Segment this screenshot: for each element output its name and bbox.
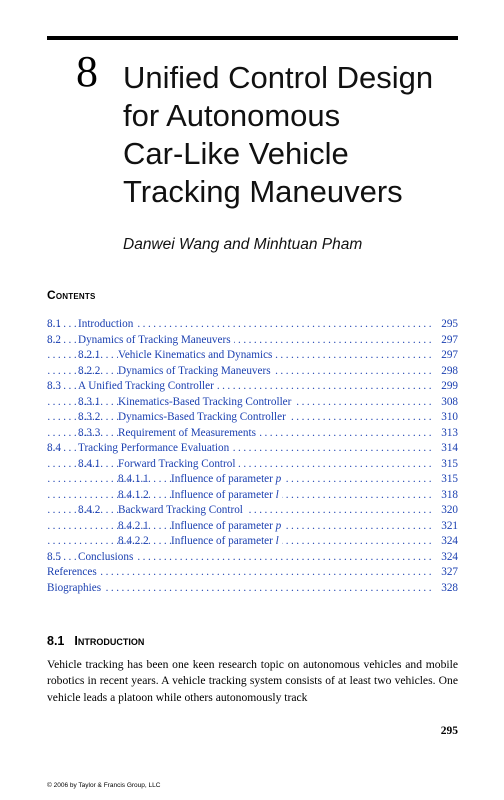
chapter-number: 8 xyxy=(76,47,98,96)
toc-entry-title-text: Backward Tracking Control xyxy=(118,504,243,516)
toc-entry-title xyxy=(78,379,217,395)
section-body-text: Vehicle tracking has been one keen research topic on autonomous vehicles and mobile robotics in recent years. A vehicle tracking system consists of at least two vehicles. One vehicle leads a platoon while others autonomously track xyxy=(47,658,458,704)
toc-entry-title xyxy=(171,472,284,488)
toc-entry-number: 8.4.2 xyxy=(78,504,101,516)
section-title: Introduction xyxy=(74,634,145,648)
toc-entry-title-text: Dynamics of Tracking Maneuvers xyxy=(118,364,271,377)
toc-entry-title-text: Influence of parameter xyxy=(171,488,276,501)
section-heading xyxy=(47,634,144,648)
toc-entry-title xyxy=(118,395,294,411)
toc-entry-number: 8.1 xyxy=(47,318,61,330)
toc-entry[interactable] xyxy=(47,550,458,566)
toc-entry-title-text: References xyxy=(47,566,97,578)
toc-entry-number: 8.4.2.2 xyxy=(118,535,149,547)
toc-entry-title-text: Conclusions xyxy=(78,550,134,563)
toc-entry-page: 308 xyxy=(438,395,458,411)
chapter-authors: Danwei Wang and Minhtuan Pham xyxy=(123,236,363,253)
toc-entry[interactable] xyxy=(47,395,458,411)
toc-entry-page: 297 xyxy=(438,333,458,349)
toc-entry-page: 324 xyxy=(438,534,458,550)
toc-entry-number: 8.2.1 xyxy=(78,349,101,361)
toc-entry-title-text: Influence of parameter xyxy=(171,535,276,547)
toc-entry-page: 315 xyxy=(438,472,458,488)
table-of-contents xyxy=(47,317,458,596)
toc-entry-title-text: Kinematics-Based Tracking Controller xyxy=(118,395,292,408)
toc-entry-page: 328 xyxy=(438,581,458,597)
toc-entry-title xyxy=(78,333,234,349)
toc-leader-dots xyxy=(47,581,434,597)
toc-entry-title-text: Dynamics-Based Tracking Controller xyxy=(118,411,286,423)
toc-entry-number: 8.2.2 xyxy=(78,364,101,377)
toc-entry-title-text: Requirement of Measurements xyxy=(118,426,256,439)
toc-entry-page: 327 xyxy=(438,565,458,581)
toc-entry[interactable] xyxy=(47,317,458,333)
toc-entry-title xyxy=(171,519,284,535)
toc-entry-page: 310 xyxy=(438,410,458,426)
toc-entry-title xyxy=(78,550,136,566)
toc-entry[interactable] xyxy=(47,426,458,442)
toc-entry[interactable] xyxy=(47,503,458,519)
toc-entry-title xyxy=(118,348,275,364)
toc-entry[interactable] xyxy=(47,581,458,597)
toc-entry-title xyxy=(118,364,274,380)
toc-entry-title-text: Introduction xyxy=(78,318,134,330)
toc-entry-page: 314 xyxy=(438,441,458,457)
chapter-title xyxy=(123,59,493,211)
toc-entry-number: 8.4.1.2 xyxy=(118,488,149,501)
toc-entry[interactable] xyxy=(47,457,458,473)
chapter-title-line: Tracking Maneuvers xyxy=(123,174,403,209)
toc-leader-dots xyxy=(47,565,434,581)
toc-entry-title xyxy=(78,441,232,457)
toc-entry-variable: l xyxy=(275,535,279,547)
toc-entry-page: 315 xyxy=(438,457,458,473)
toc-entry-page: 298 xyxy=(438,364,458,380)
toc-entry-title xyxy=(118,503,246,519)
toc-entry-title-text: A Unified Tracking Controller xyxy=(78,380,214,392)
toc-leader-dots xyxy=(47,457,434,473)
toc-entry-page: 295 xyxy=(438,317,458,333)
toc-entry[interactable] xyxy=(47,565,458,581)
toc-entry-number: 8.3 xyxy=(47,380,61,392)
toc-entry-page: 324 xyxy=(438,550,458,566)
toc-entry-number: 8.5 xyxy=(47,550,61,563)
toc-entry-page: 313 xyxy=(438,426,458,442)
toc-entry-page: 321 xyxy=(438,519,458,535)
page-number: 295 xyxy=(440,725,458,737)
toc-entry[interactable] xyxy=(47,364,458,380)
toc-entry[interactable] xyxy=(47,441,458,457)
toc-entry[interactable] xyxy=(47,379,458,395)
toc-entry-title-text: Dynamics of Tracking Maneuvers xyxy=(78,333,231,346)
toc-entry-variable: l xyxy=(275,488,279,501)
toc-entry-title-text: Vehicle Kinematics and Dynamics xyxy=(118,349,273,361)
toc-entry[interactable] xyxy=(47,534,458,550)
toc-entry-page: 297 xyxy=(438,348,458,364)
toc-entry[interactable] xyxy=(47,472,458,488)
chapter-title-line: for Autonomous xyxy=(123,98,341,133)
toc-entry-number: 8.4.1.1 xyxy=(118,473,149,485)
toc-entry-title xyxy=(118,457,238,473)
toc-entry[interactable] xyxy=(47,519,458,535)
toc-entry-number: 8.3.2 xyxy=(78,411,101,423)
toc-entry-page: 299 xyxy=(438,379,458,395)
toc-entry[interactable] xyxy=(47,333,458,349)
toc-entry-title xyxy=(118,426,259,442)
toc-entry-title xyxy=(118,410,289,426)
toc-entry[interactable] xyxy=(47,348,458,364)
toc-entry[interactable] xyxy=(47,410,458,426)
toc-entry-page: 318 xyxy=(438,488,458,504)
toc-entry-title-text: Influence of parameter xyxy=(171,519,276,532)
toc-entry-title xyxy=(78,317,136,333)
toc-entry-title xyxy=(47,581,104,597)
toc-entry-title-text: Influence of parameter xyxy=(171,473,276,485)
chapter-title-line: Unified Control Design xyxy=(123,60,434,95)
toc-entry-title xyxy=(171,534,282,550)
toc-entry-page: 320 xyxy=(438,503,458,519)
toc-entry-number: 8.4 xyxy=(47,442,61,454)
toc-entry-title-text: Biographies xyxy=(47,581,102,594)
toc-entry[interactable] xyxy=(47,488,458,504)
contents-heading: Contents xyxy=(47,288,96,302)
toc-entry-number: 8.2 xyxy=(47,333,61,346)
top-rule xyxy=(47,36,458,40)
chapter-title-line: Car-Like Vehicle xyxy=(123,136,349,171)
toc-entry-number: 8.3.1 xyxy=(78,395,101,408)
toc-entry-title-text: Tracking Performance Evaluation xyxy=(78,442,230,454)
toc-entry-variable: p xyxy=(275,519,282,532)
toc-entry-number: 8.4.2.1 xyxy=(118,519,149,532)
toc-entry-variable: p xyxy=(275,473,282,485)
toc-entry-title xyxy=(171,488,282,504)
section-number: 8.1 xyxy=(47,634,65,648)
copyright-notice: © 2006 by Taylor & Francis Group, LLC xyxy=(47,782,161,789)
toc-entry-title-text: Forward Tracking Control xyxy=(118,457,236,470)
toc-entry-number: 8.4.1 xyxy=(78,457,101,470)
toc-entry-title xyxy=(47,565,100,581)
toc-entry-number: 8.3.3 xyxy=(78,426,101,439)
